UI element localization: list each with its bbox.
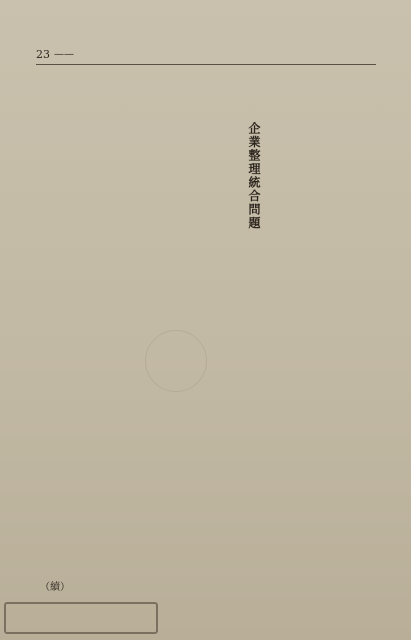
continued-marker: （續） xyxy=(40,582,70,593)
library-stamp xyxy=(4,602,158,634)
page-number: 23 xyxy=(36,48,50,61)
section-heading: 企業整理統合問題 xyxy=(247,122,261,230)
header-dash: —— xyxy=(54,49,74,60)
upper-text-columns xyxy=(46,72,376,292)
lower-text-columns xyxy=(46,318,376,578)
page-header xyxy=(36,46,376,65)
